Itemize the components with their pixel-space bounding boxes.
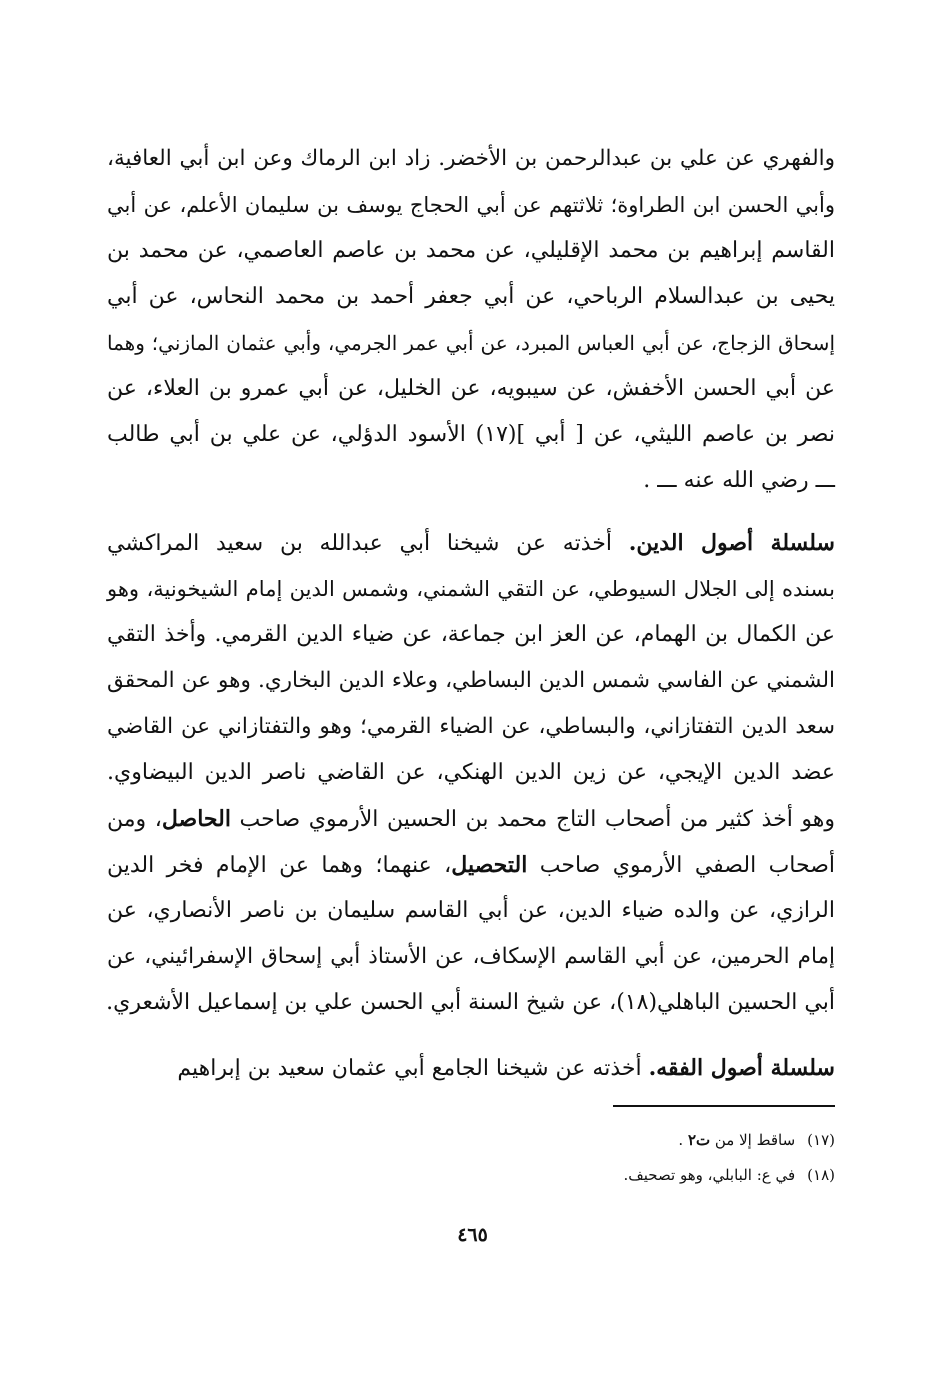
para2-line-1 (107, 521, 835, 565)
para2-line-3: عن الكمال بن الهمام، عن العز ابن جماعة، عن ضياء الدين القرمي. وأخذ التقي (107, 622, 835, 647)
footnote-divider (613, 1105, 835, 1107)
para2-line-7-text-b: ، ومن (107, 807, 162, 832)
para2-line-2: بسنده إلى الجلال السيوطي، عن التقي الشمني، وشمس الدين إمام الشيخونية، وهو (107, 577, 835, 601)
para1-line-5: إسحاق الزجاج، عن أبي العباس المبرد، عن أبي عمر الجرمي، وأبي عثمان المازني؛ وهما (107, 331, 835, 355)
para2-line-1-text: أخذته عن شيخنا أبي عبدالله بن سعيد المراكشي (107, 531, 629, 556)
para1-line-6: عن أبي الحسن الأخفش، عن سيبويه، عن الخليل، عن أبي عمرو بن العلاء، عن (107, 376, 835, 401)
para2-line-4: الشمني عن الفاسي شمس الدين البساطي، وعلاء الدين البخاري. وهو عن المحقق (107, 668, 835, 693)
para1-line-7: نصر بن عاصم الليثي، عن [ أبي ](١٧) الأسود الدؤلي، عن علي بن أبي طالب (107, 422, 836, 447)
para3-line-1-text: أخذته عن شيخنا الجامع أبي عثمان سعيد بن إبراهيم (177, 1056, 649, 1081)
para2-line-10: إمام الحرمين، عن أبي القاسم الإسكاف، عن الأستاذ أبي إسحاق الإسفرائيني، عن (107, 944, 835, 969)
para1-line-4: يحيى بن عبدالسلام الرباحي، عن أبي جعفر أحمد بن محمد النحاس، عن أبي (107, 284, 835, 309)
page-number: ٤٦٥ (457, 1224, 488, 1246)
footnote-18 (623, 1160, 835, 1190)
footnote-17 (678, 1125, 835, 1155)
para2-line-8-text-a: أصحاب الصفي الأرموي صاحب (527, 853, 836, 878)
footnote-18-number: (١٨) (807, 1166, 835, 1184)
para2-line-9: الرازي، عن والده ضياء الدين، عن أبي القاسم سليمان بن ناصر الأنصاري، عن (107, 898, 835, 923)
para2-line-7-text-a: وهو أخذ كثير من أصحاب التاج محمد بن الحسين الأرموي صاحب (230, 807, 836, 832)
para2-line-5: سعد الدين التفتازاني، والبساطي، عن الضياء القرمي؛ وهو والتفتازاني عن القاضي (107, 714, 835, 739)
para3-line-1 (107, 1046, 835, 1090)
footnote-17-manuscript-siglum: ت٢ (687, 1131, 711, 1149)
para2-line-8-text-b: ، عنهما؛ وهما عن الإمام فخر الدين (107, 853, 452, 878)
para1-line-2: وأبي الحسن ابن الطراوة؛ ثلاثتهم عن أبي الحجاج يوسف بن سليمان الأعلم، عن أبي (107, 193, 835, 217)
para1-line-1: والفهري عن علي بن عبدالرحمن بن الأخضر. زاد ابن الرماك وعن ابن أبي العافية، (107, 146, 835, 171)
book-title-al-hasil: الحاصل (161, 806, 231, 832)
footnote-17-text: ساقط إلا من (710, 1131, 796, 1149)
footnote-18-text: في ع: البابلي، وهو تصحيف. (623, 1166, 796, 1184)
section-heading-usul-al-din: سلسلة أصول الدين. (628, 530, 835, 556)
footnote-17-tail: . (678, 1131, 688, 1149)
book-title-al-tahsil: التحصيل (451, 852, 528, 878)
para1-line-3: القاسم إبراهيم بن محمد الإقليلي، عن محمد بن عاصم العاصمي، عن محمد بن (107, 238, 835, 263)
section-heading-usul-al-fiqh: سلسلة أصول الفقه. (648, 1055, 835, 1081)
para2-line-7 (107, 797, 835, 841)
para2-line-6: عضد الدين الإيجي، عن زين الدين الهنكي، عن القاضي ناصر الدين البيضاوي. (107, 760, 835, 785)
para2-line-8 (107, 843, 835, 887)
footnote-17-number: (١٧) (807, 1131, 835, 1149)
para1-line-8: ـــ رضي الله عنه ـــ . (643, 468, 835, 493)
para2-line-11: أبي الحسين الباهلي(١٨)، عن شيخ السنة أبي الحسن علي بن إسماعيل الأشعري. (106, 990, 835, 1015)
